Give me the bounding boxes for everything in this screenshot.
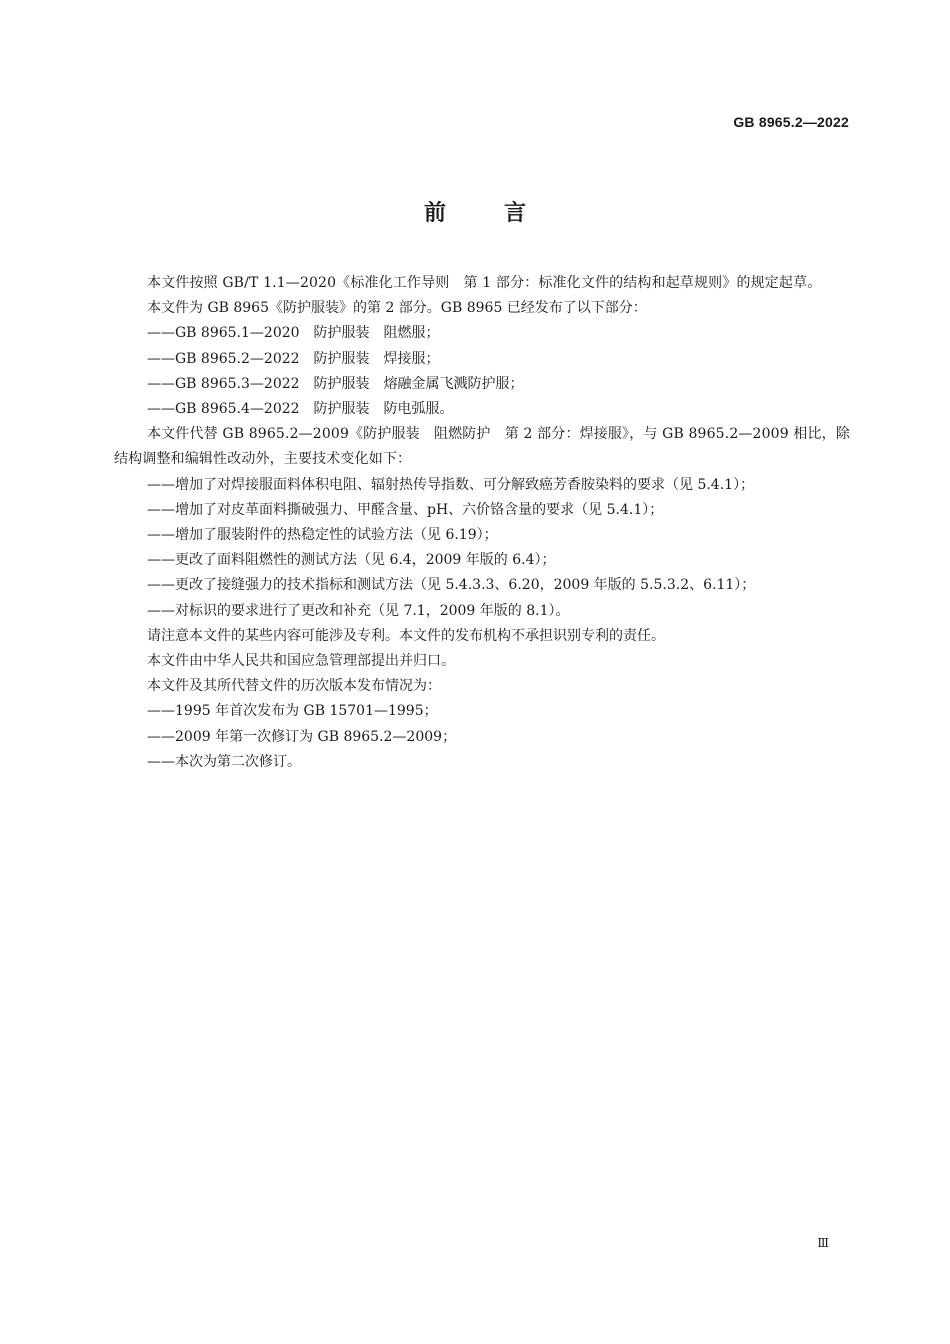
paragraph-series-intro: 本文件为 GB 8965《防护服装》的第 2 部分。GB 8965 已经发布了以下部分：	[147, 300, 647, 317]
page-number: Ⅲ	[817, 1236, 829, 1250]
foreword-body	[114, 271, 850, 775]
list-item-part2: ——GB 8965.2—2022 防护服装 焊接服；	[147, 350, 440, 367]
list-item-change6: ——对标识的要求进行了更改和补充（见 7.1，2009 年版的 8.1）。	[147, 602, 570, 619]
page-title: 前言	[423, 201, 584, 226]
list-item-part1: ——GB 8965.1—2020 防护服装 阻燃服；	[147, 325, 440, 342]
list-item-change2: ——增加了对皮革面料撕破强力、甲醛含量、pH、六价铬含量的要求（见 5.4.1）；	[147, 501, 664, 518]
list-item-history3: ——本次为第二次修订。	[147, 753, 301, 770]
standard-code-header: GB 8965.2—2022	[733, 114, 849, 130]
list-item-part3: ——GB 8965.3—2022 防护服装 熔融金属飞溅防护服；	[147, 375, 524, 392]
list-item-change1: ——增加了对焊接服面料体积电阻、辐射热传导指数、可分解致癌芳香胺染料的要求（见 5.4.1）；	[147, 476, 755, 493]
list-item-change3: ——增加了服装附件的热稳定性的试验方法（见 6.19）；	[147, 527, 498, 544]
paragraph-history-intro: 本文件及其所代替文件的历次版本发布情况为：	[147, 678, 441, 695]
paragraph-drafting-rules: 本文件按照 GB/T 1.1—2020《标准化工作导则 第 1 部分：标准化文件的结构和起草规则》的规定起草。	[147, 275, 822, 291]
list-item-part4: ——GB 8965.4—2022 防护服装 防电弧服。	[147, 401, 454, 418]
paragraph-replacement: 本文件代替 GB 8965.2—2009《防护服装 阻燃防护 第 2 部分：焊接服》，与 GB 8965.2—2009 相比，除结构调整和编辑性改动外，主要技术变化如下：	[114, 426, 850, 468]
list-item-change5: ——更改了接缝强力的技术指标和测试方法（见 5.4.3.3、6.20，2009 年版的 5.5.3.2、6.11）；	[147, 577, 756, 594]
paragraph-proposer: 本文件由中华人民共和国应急管理部提出并归口。	[147, 653, 455, 670]
list-item-history2: ——2009 年第一次修订为 GB 8965.2—2009；	[147, 728, 457, 745]
paragraph-patent-notice: 请注意本文件的某些内容可能涉及专利。本文件的发布机构不承担识别专利的责任。	[147, 627, 665, 644]
list-item-change4: ——更改了面料阻燃性的测试方法（见 6.4，2009 年版的 6.4）；	[147, 552, 556, 569]
list-item-history1: ——1995 年首次发布为 GB 15701—1995；	[147, 703, 438, 720]
